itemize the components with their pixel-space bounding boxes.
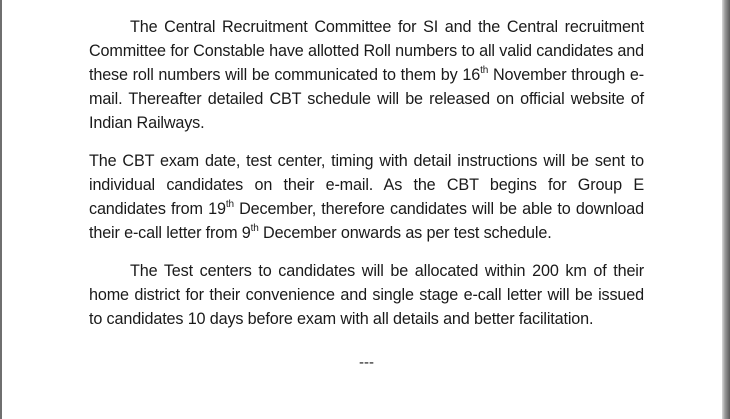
- ordinal-suffix: th: [225, 199, 234, 210]
- ordinal-suffix: th: [480, 65, 489, 76]
- document-page: [89, 15, 644, 375]
- paragraph-roll-numbers: [89, 15, 644, 135]
- left-border: [0, 0, 2, 419]
- right-scroll-edge: [722, 0, 730, 419]
- end-mark: ---: [359, 354, 374, 371]
- paragraph-text: The CBT exam date, test center, timing with detail instructions will be sent to individual candidates on their e-mail. As the CBT begins for Group E candidates from 19: [89, 152, 644, 218]
- paragraph-text: November through e-mail. Thereafter detailed CBT schedule will be released on official website of Indian Railways.: [89, 66, 644, 132]
- paragraph-text: December onwards as per test schedule.: [258, 224, 552, 242]
- paragraph-text: December, therefore candidates will be able to download their e-call letter from 9: [89, 200, 644, 242]
- paragraph-cbt-schedule: [89, 149, 644, 245]
- paragraph-text: The Test centers to candidates will be allocated within 200 km of their home district for their convenience and single stage e-call letter will be issued to candidates 10 days before exam with all details and better facilitation.: [89, 262, 644, 328]
- paragraph-test-centers: [89, 259, 644, 331]
- paragraph-text: The Central Recruitment Committee for SI and the Central recruitment Committee for Constable have allotted Roll numbers to all valid candidates and these roll numbers will be communicated to them by 16: [89, 18, 644, 84]
- ordinal-suffix: th: [250, 223, 259, 234]
